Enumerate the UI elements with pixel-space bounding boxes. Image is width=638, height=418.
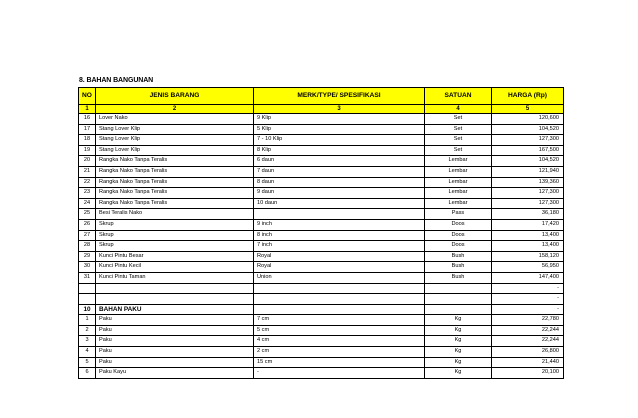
table-row (79, 262, 564, 273)
cell-no: 28 (79, 241, 96, 252)
cell-satuan: Lembar (425, 177, 492, 188)
cell-no: 21 (79, 166, 96, 177)
cell-merk-type: 7 cm (254, 315, 425, 326)
cell-harga: 127,300 (492, 198, 564, 209)
table-row (79, 251, 564, 262)
cell-jenis-barang: Paku (96, 357, 254, 368)
cell-merk-type: 4 cm (254, 336, 425, 347)
cell-satuan: Doos (425, 241, 492, 252)
cell-no: 29 (79, 251, 96, 262)
cell-merk-type: 9 Klip (254, 114, 425, 125)
cell-satuan: Bush (425, 262, 492, 273)
cell-harga: 22,244 (492, 336, 564, 347)
cell-harga: 56,950 (492, 262, 564, 273)
table-row (79, 357, 564, 368)
cell-satuan: Set (425, 145, 492, 156)
cell-satuan: Bush (425, 251, 492, 262)
cell-harga: 127,300 (492, 135, 564, 146)
cell-jenis-barang: Rangka Nako Tanpa Teralis (96, 177, 254, 188)
cell-no: 22 (79, 177, 96, 188)
cell-jenis-barang: Stang Lover Klip (96, 135, 254, 146)
cell-harga: 158,120 (492, 251, 564, 262)
cell-merk-type: 5 cm (254, 325, 425, 336)
cell-harga: 36,180 (492, 209, 564, 220)
table-row (79, 283, 564, 294)
cell-satuan: Pass (425, 209, 492, 220)
table-row (79, 325, 564, 336)
cell-no: 16 (79, 114, 96, 125)
cell-satuan: Kg (425, 315, 492, 326)
cell-jenis-barang: Paku Kayu (96, 368, 254, 379)
cell-harga: 13,400 (492, 241, 564, 252)
cell-jenis-barang: Stang Lover Klip (96, 124, 254, 135)
cell-jenis-barang (96, 283, 254, 294)
cell-jenis-barang: Rangka Nako Tanpa Teralis (96, 156, 254, 167)
cell-satuan: Kg (425, 336, 492, 347)
cell-harga: 127,300 (492, 188, 564, 199)
table-row (79, 368, 564, 379)
cell-satuan: Kg (425, 347, 492, 358)
cell-jenis-barang: Rangka Nako Tanpa Teralis (96, 166, 254, 177)
cell-satuan: Lembar (425, 198, 492, 209)
cell-no: 23 (79, 188, 96, 199)
cell-satuan: Set (425, 114, 492, 125)
column-number: 5 (492, 105, 564, 114)
cell-harga: - (492, 304, 564, 315)
table-row (79, 188, 564, 199)
table-row (79, 315, 564, 326)
table-row (79, 209, 564, 220)
header-satuan: SATUAN (425, 88, 492, 105)
cell-satuan: Set (425, 135, 492, 146)
cell-no: 1 (79, 315, 96, 326)
cell-satuan: Kg (425, 325, 492, 336)
column-number: 3 (254, 105, 425, 114)
cell-no: 30 (79, 262, 96, 273)
cell-no: 26 (79, 219, 96, 230)
cell-no: 19 (79, 145, 96, 156)
cell-jenis-barang: Paku (96, 347, 254, 358)
table-row (79, 114, 564, 125)
price-table (78, 87, 564, 379)
cell-no: 24 (79, 198, 96, 209)
cell-satuan (425, 304, 492, 315)
cell-jenis-barang: Kunci Pintu Taman (96, 272, 254, 283)
header-harga: HARGA (Rp) (492, 88, 564, 105)
cell-no: 2 (79, 325, 96, 336)
cell-merk-type: - (254, 368, 425, 379)
cell-no: 6 (79, 368, 96, 379)
cell-harga: 21,440 (492, 357, 564, 368)
cell-satuan: Doos (425, 230, 492, 241)
cell-merk-type: 8 Klip (254, 145, 425, 156)
cell-merk-type: Royal (254, 262, 425, 273)
cell-no: 17 (79, 124, 96, 135)
cell-no: 4 (79, 347, 96, 358)
table-row (79, 124, 564, 135)
cell-jenis-barang: Lover Nako (96, 114, 254, 125)
column-number: 4 (425, 105, 492, 114)
cell-no (79, 294, 96, 305)
table-row (79, 230, 564, 241)
cell-satuan: Doos (425, 219, 492, 230)
header-row (79, 88, 564, 105)
table-body (79, 114, 564, 379)
cell-jenis-barang: Paku (96, 325, 254, 336)
cell-harga: 17,420 (492, 219, 564, 230)
table-row (79, 347, 564, 358)
table-row (79, 304, 564, 315)
cell-harga: 104,520 (492, 156, 564, 167)
cell-merk-type (254, 294, 425, 305)
cell-merk-type: 5 Klip (254, 124, 425, 135)
header-merk-type: MERK/TYPE/ SPESIFIKASI (254, 88, 425, 105)
cell-merk-type: 9 daun (254, 188, 425, 199)
cell-merk-type: 7 daun (254, 166, 425, 177)
cell-merk-type: 7 inch (254, 241, 425, 252)
cell-jenis-barang: Skrup (96, 219, 254, 230)
cell-merk-type: 9 inch (254, 219, 425, 230)
cell-merk-type: 2 cm (254, 347, 425, 358)
cell-harga: 121,940 (492, 166, 564, 177)
cell-satuan: Kg (425, 368, 492, 379)
cell-merk-type: 15 cm (254, 357, 425, 368)
cell-merk-type: Union (254, 272, 425, 283)
header-no: NO (79, 88, 96, 105)
cell-jenis-barang: Rangka Nako Tanpa Teralis (96, 198, 254, 209)
cell-harga: 139,360 (492, 177, 564, 188)
cell-merk-type: 10 daun (254, 198, 425, 209)
cell-no: 27 (79, 230, 96, 241)
cell-harga: 22,244 (492, 325, 564, 336)
table-row (79, 219, 564, 230)
cell-harga: 20,100 (492, 368, 564, 379)
cell-jenis-barang: BAHAN PAKU (96, 304, 254, 315)
cell-satuan: Kg (425, 357, 492, 368)
cell-no: 25 (79, 209, 96, 220)
cell-jenis-barang: Kunci Pintu Kecil (96, 262, 254, 273)
cell-jenis-barang: Besi Teralis Nako (96, 209, 254, 220)
cell-no: 3 (79, 336, 96, 347)
cell-no: 31 (79, 272, 96, 283)
cell-jenis-barang: Skrup (96, 230, 254, 241)
cell-harga: 13,400 (492, 230, 564, 241)
cell-jenis-barang: Paku (96, 336, 254, 347)
table-row (79, 135, 564, 146)
cell-jenis-barang: Stang Lover Klip (96, 145, 254, 156)
cell-harga: 104,520 (492, 124, 564, 135)
cell-harga: 26,800 (492, 347, 564, 358)
cell-satuan: Bush (425, 272, 492, 283)
header-jenis-barang: JENIS BARANG (96, 88, 254, 105)
cell-no: 5 (79, 357, 96, 368)
table-row (79, 336, 564, 347)
cell-merk-type: Royal (254, 251, 425, 262)
cell-merk-type (254, 209, 425, 220)
cell-no: 18 (79, 135, 96, 146)
cell-jenis-barang: Kunci Pintu Besar (96, 251, 254, 262)
column-number: 1 (79, 105, 96, 114)
cell-satuan: Lembar (425, 188, 492, 199)
cell-no: 10 (79, 304, 96, 315)
cell-harga: 147,400 (492, 272, 564, 283)
cell-merk-type: 7 - 10 Klip (254, 135, 425, 146)
column-number: 2 (96, 105, 254, 114)
cell-harga: 167,500 (492, 145, 564, 156)
cell-satuan: Lembar (425, 166, 492, 177)
cell-no: 20 (79, 156, 96, 167)
table-row (79, 294, 564, 305)
cell-jenis-barang: Skrup (96, 241, 254, 252)
table-row (79, 272, 564, 283)
cell-merk-type: 8 daun (254, 177, 425, 188)
table-row (79, 145, 564, 156)
section-title: 8. BAHAN BANGUNAN (79, 77, 154, 84)
cell-no (79, 283, 96, 294)
cell-merk-type: 6 daun (254, 156, 425, 167)
cell-satuan: Lembar (425, 156, 492, 167)
cell-merk-type (254, 283, 425, 294)
cell-jenis-barang (96, 294, 254, 305)
cell-harga: 120,600 (492, 114, 564, 125)
cell-satuan (425, 294, 492, 305)
table-row (79, 198, 564, 209)
cell-merk-type (254, 304, 425, 315)
table-row (79, 177, 564, 188)
cell-harga: - (492, 283, 564, 294)
cell-jenis-barang: Rangka Nako Tanpa Teralis (96, 188, 254, 199)
table-row (79, 241, 564, 252)
cell-merk-type: 8 inch (254, 230, 425, 241)
column-number-row (79, 105, 564, 114)
cell-satuan: Set (425, 124, 492, 135)
cell-harga: 22,780 (492, 315, 564, 326)
cell-jenis-barang: Paku (96, 315, 254, 326)
cell-satuan (425, 283, 492, 294)
table-row (79, 156, 564, 167)
cell-harga: - (492, 294, 564, 305)
table-row (79, 166, 564, 177)
